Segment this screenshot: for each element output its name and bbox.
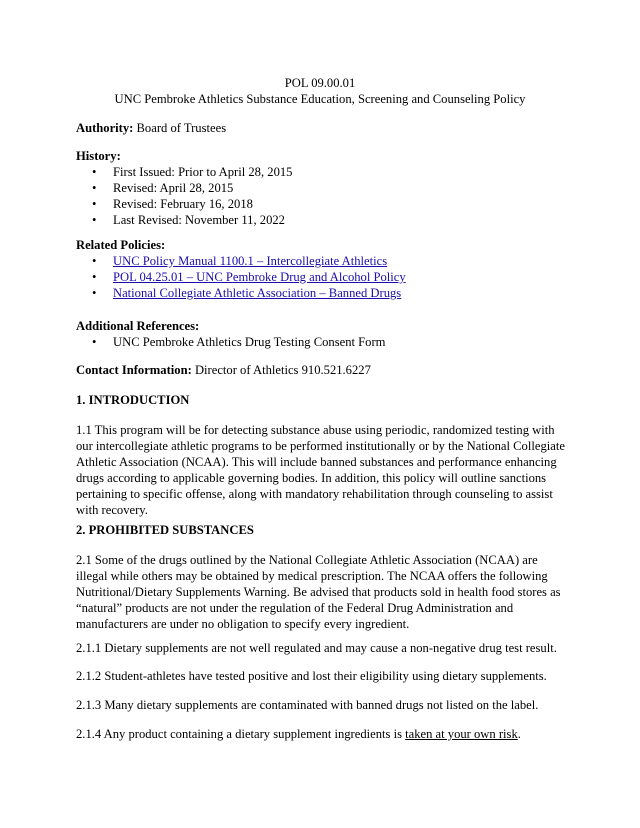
policy-number: POL 09.00.01 <box>284 76 356 90</box>
list-item <box>76 285 566 301</box>
bullet-icon: • <box>92 165 97 179</box>
list-item: • UNC Pembroke Athletics Drug Testing Consent Form <box>92 335 386 349</box>
bullet-icon: • <box>92 270 97 284</box>
contact-value: Director of Athletics 910.521.6227 <box>194 363 371 377</box>
list-item: • Revised: April 28, 2015 <box>92 181 234 195</box>
paragraph-2-1-3: 2.1.3 Many dietary supplements are contaminated with banned drugs not listed on the label. <box>76 698 539 712</box>
section-1-heading: 1. INTRODUCTION <box>76 393 190 407</box>
link-unc-policy-1100-1[interactable]: UNC Policy Manual 1100.1 – Intercollegiate Athletics <box>113 254 388 268</box>
contact-line <box>76 362 566 378</box>
bullet-icon: • <box>92 286 97 300</box>
bullet-icon: • <box>92 213 97 227</box>
history-section <box>76 148 566 228</box>
paragraph-2-1-2: 2.1.2 Student-athletes have tested positive and lost their eligibility using dietary supplements. <box>76 669 547 683</box>
paragraph-2-1-1: 2.1.1 Dietary supplements are not well regulated and may cause a non-negative drug test result. <box>76 641 557 655</box>
list-item: • First Issued: Prior to April 28, 2015 <box>92 165 293 179</box>
related-policies-label: Related Policies: <box>76 238 166 252</box>
paragraph-2-1-4: 2.1.4 Any product containing a dietary supplement ingredients is taken at your own risk. <box>76 727 521 741</box>
additional-references-list <box>76 334 566 350</box>
history-list <box>76 164 566 228</box>
section-2-heading: 2. PROHIBITED SUBSTANCES <box>76 523 254 537</box>
authority-line <box>76 120 566 136</box>
related-policies-list <box>76 253 566 301</box>
authority-label: Authority: <box>76 121 134 135</box>
risk-warning-text: taken at your own risk <box>405 727 518 741</box>
authority-value: Board of Trustees <box>136 121 227 135</box>
additional-references-label: Additional References: <box>76 319 200 333</box>
history-label: History: <box>76 149 121 163</box>
list-item <box>76 269 566 285</box>
paragraph-1-1: 1.1 This program will be for detecting substance abuse using periodic, randomized testing with our intercollegiate athletic programs to be performed institutionally or by the National Collegiate Athletic Association (NCAA). This will include banned substances and performance enhancing drugs according to applicable governing bodies. In addition, this policy will outline sanctions pertaining to specific offense, along with mandatory rehabilitation through counseling to assist with recovery. <box>76 423 565 517</box>
list-item: • Last Revised: November 11, 2022 <box>92 213 285 227</box>
link-ncaa-banned-drugs[interactable]: National Collegiate Athletic Association – Banned Drugs <box>113 286 402 300</box>
bullet-icon: • <box>92 254 97 268</box>
bullet-icon: • <box>92 197 97 211</box>
bullet-icon: • <box>92 335 97 349</box>
contact-label: Contact Information: <box>76 363 192 377</box>
list-item: • Revised: February 16, 2018 <box>92 197 253 211</box>
list-item <box>76 253 566 269</box>
link-pol-04-25-01[interactable]: POL 04.25.01 – UNC Pembroke Drug and Alcohol Policy <box>113 270 406 284</box>
additional-references-section <box>76 318 566 350</box>
bullet-icon: • <box>92 181 97 195</box>
related-policies-section <box>76 237 566 301</box>
paragraph-2-1: 2.1 Some of the drugs outlined by the National Collegiate Athletic Association (NCAA) are illegal while others may be obtained by medical prescription. The NCAA offers the following Nutritional/Dietary Supplements Warning. Be advised that products sold in health food stores as “natural” products are not under the regulation of the Federal Drug Administration and manufacturers are under no obligation to specify every ingredient. <box>76 553 561 631</box>
policy-title: UNC Pembroke Athletics Substance Education, Screening and Counseling Policy <box>114 92 526 106</box>
